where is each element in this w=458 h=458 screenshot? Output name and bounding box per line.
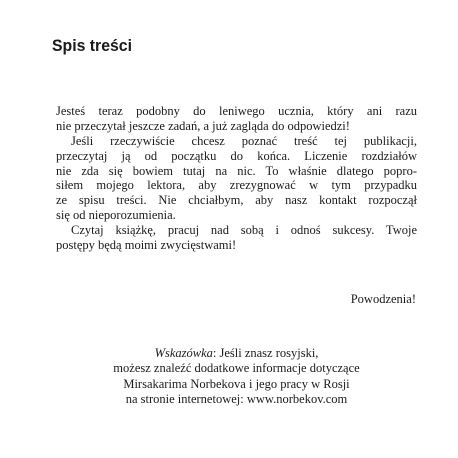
page-title: Spis treści: [52, 36, 132, 55]
hint-label: Wskazówka: [154, 346, 213, 360]
sign-off: Powodzenia!: [350, 292, 416, 306]
main-text: [56, 104, 417, 253]
hint-line-1: [56, 346, 417, 361]
paragraph-2-line-3: nie zda się bowiem tutaj na nic. To właśnie dlatego popro-: [56, 163, 417, 178]
hint-line-3: Mirsakarima Norbekova i jego pracy w Rosji: [123, 376, 350, 391]
paragraph-2-line-6: się od nieporozumienia.: [56, 208, 176, 223]
paragraph-2-line-5: ze spisu treści. Nie chciałbym, aby nasz kontakt rozpoczął: [56, 193, 417, 208]
paragraph-2-line-4: siłem mojego lektora, aby zrezygnować w tym przypadku: [56, 178, 417, 193]
hint-line-2: możesz znaleźć dodatkowe informacje dotyczące: [113, 361, 360, 376]
hint-line-1-text: : Jeśli znasz rosyjski,: [212, 346, 319, 360]
paragraph-2-line-1: Jeśli rzeczywiście chcesz poznać treść tej publikacji,: [71, 133, 417, 148]
paragraph-1-line-1: Jesteś teraz podobny do leniwego ucznia, który ani razu: [56, 104, 417, 118]
hint-line-4: na stronie internetowej: www.norbekov.com: [125, 391, 348, 406]
paragraph-3-line-1: Czytaj książkę, pracuj nad sobą i odnoś sukcesy. Twoje: [71, 223, 417, 238]
hint-note: [56, 346, 417, 407]
paragraph-2-line-2: przeczytaj ją od początku do końca. Liczenie rozdziałów: [56, 148, 417, 163]
paragraph-3-line-2: postępy będą moimi zwycięstwami!: [56, 238, 237, 253]
paragraph-1-line-2: nie przeczytał jeszcze zadań, a już zagląda do odpowiedzi!: [56, 118, 350, 133]
